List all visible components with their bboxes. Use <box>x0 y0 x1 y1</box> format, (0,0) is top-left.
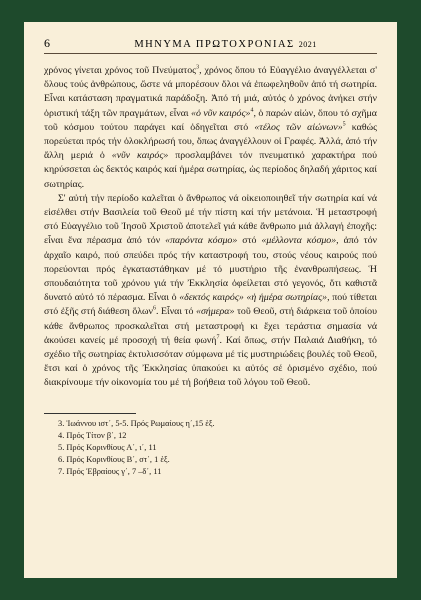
paragraph <box>44 192 377 391</box>
text-run: . Καί ὅπως, στήν Παλαιά Διαθήκη, τό σχέδιο τῆς σωτηρίας ἐκτυλισσόταν σύμφωνα μέ τίς μυστηριώδεις βουλές τοῦ Θεοῦ, ἔτσι καί ὁ χρόνος τῆς Ἐκκλησίας ὑπακούει κι αὐτός σέ ὁρισμένο σχέδιο, πού διακρίνουμε τήν οἰκονομία του μέ τή βοήθεια τοῦ λόγου τοῦ Θεοῦ. <box>44 334 377 389</box>
text-run: χρόνος γίνεται χρόνος τοῦ Πνεύματος <box>44 65 197 76</box>
emphasis-text: «ἡ ἡμέρα σωτηρίας» <box>246 292 328 304</box>
emphasis-text: «τέλος τῶν αἰώνων» <box>254 121 343 133</box>
footnote: 3. Ἰωάννου ιστ΄, 5-5. Πρός Ρωμαίους η΄,15 ἑξ. <box>58 418 215 428</box>
footnote-ref: 3 <box>196 64 200 71</box>
text-run: , ὁ παρών αἰών, ὅπου τό σχῆμα τοῦ κόσμου τούτου παράγει καί ὁδηγεῖται στό <box>44 107 377 133</box>
text-run: καθώς πορεύεται πρός τήν ὁλοκλήρωσή του, ὅπως ἀναγγέλλουν οἱ Γραφές. Ἀλλά, ἀπό τήν ἄλλη μεριά ὁ <box>44 121 377 162</box>
emphasis-text: «παρόντα κόσμο» <box>165 235 238 247</box>
emphasis-text: «ὁ νῦν καιρός» <box>191 107 251 119</box>
text-run: , ἀπό τόν ἀρχαῖο καιρό, πού σπεύδει πρός τήν καταστροφή του, στούς νέους καιρούς πού πορεύονται πρός ἐγκαταστάθηκαν μέ τό μυστήριο τῆς ἐνανθρωπήσεως. Ἡ σπουδαιότητα τοῦ χρόνου γιά τήν Ἐκκλησία ὀφείλεται στό γεγονός, ὅτι καθιστᾶ δυνατό αὐτό τό πέρασμα. Εἶναι ὁ <box>44 235 378 304</box>
page-number: 6 <box>44 36 50 50</box>
page-header <box>44 36 377 54</box>
footnote-ref: 7 <box>216 334 220 341</box>
emphasis-text: «σήμερα» <box>196 306 235 318</box>
text-run: , πού τίθεται στό ἐξῆς στή διάθεση ὅλων <box>44 292 377 318</box>
paragraph <box>44 64 377 192</box>
running-title-year: 2021 <box>298 40 317 49</box>
footnote-divider <box>44 413 136 414</box>
footnote: 4. Πρός Τίτον β΄, 12 <box>58 430 127 440</box>
text-run: , χρόνος ὅπου τό Εὐαγγέλιο ἀναγγέλλεται σ' ὅλους τούς ἀνθρώπους, ὥστε νά μπορέσουν ὅλοι νά ἐπωφεληθοῦν ἀπό τή σωτηρία. Εἶναι κατάσταση πραγματικά παράδοξη. Ἀπό τή μιά, αὐτός ὁ χρόνος ἀνήκει στήν ὁριστική τάξη τῶν πραγμάτων, εἶναι <box>44 65 378 119</box>
footnote-ref: 4 <box>250 107 254 114</box>
text-run: Σ' αὐτή τήν περίοδο καλεῖται ὁ ἄνθρωπος νά οἰκειοποιηθεῖ τήν σωτηρία καί νά εἰσέλθει στήν Βασιλεία τοῦ Θεοῦ μέ τήν πίστη καί τήν μετάνοια. Ἡ μεταστροφή στό Εὐαγγέλιο τοῦ Ἰησοῦ Χριστοῦ ἀποτελεῖ γιά κάθε ἄνθρωπο μιά ἀλλαγή ἐποχῆς: εἶναι ἕνα πέρασμα ἀπό τόν <box>44 192 377 247</box>
emphasis-text: «δεκτός καιρός» <box>179 292 244 304</box>
footnote: 5. Πρός Κορινθίους Α΄, ι΄, 11 <box>58 442 157 452</box>
running-title <box>74 39 377 50</box>
footnote: 6. Πρός Κορινθίους Β΄, στ΄, 1 ἑξ. <box>58 454 170 464</box>
text-run: τοῦ Θεοῦ, στή διάρκεια τοῦ ὁποίου κάθε ἄνθρωπος προσκαλεῖται στή μεταστροφή κι ἔχει τεράστια σημασία νά ἀκούσει κανείς μέ προσοχή τή θεία φωνή <box>44 306 377 346</box>
text-run: . Εἶναι τό <box>156 306 196 318</box>
footnotes <box>44 413 377 478</box>
page <box>24 22 397 578</box>
footnote-ref: 5 <box>342 121 346 128</box>
text-run: προσλαμβάνει τόν πνευματικό χαρακτήρα πού κηρύσσεται ὡς δεκτός καιρός καί ἡμέρα σωτηρίας, ὡς περίοδος δηλαδή χάριτος καί σωτηρίας. <box>44 150 377 190</box>
footnote-ref: 6 <box>153 306 157 313</box>
running-title-text: ΜΗΝΥΜΑ ΠΡΩΤΟΧΡΟΝΙΑΣ <box>134 39 295 50</box>
emphasis-text: «νῦν καιρός» <box>111 150 169 162</box>
emphasis-text: «μέλλοντα κόσμο» <box>261 235 337 247</box>
body-text <box>44 64 377 391</box>
footnote: 7. Πρός Ἑβραίους γ΄, 7 –δ΄, 11 <box>58 466 162 476</box>
text-run: στό <box>237 235 262 247</box>
